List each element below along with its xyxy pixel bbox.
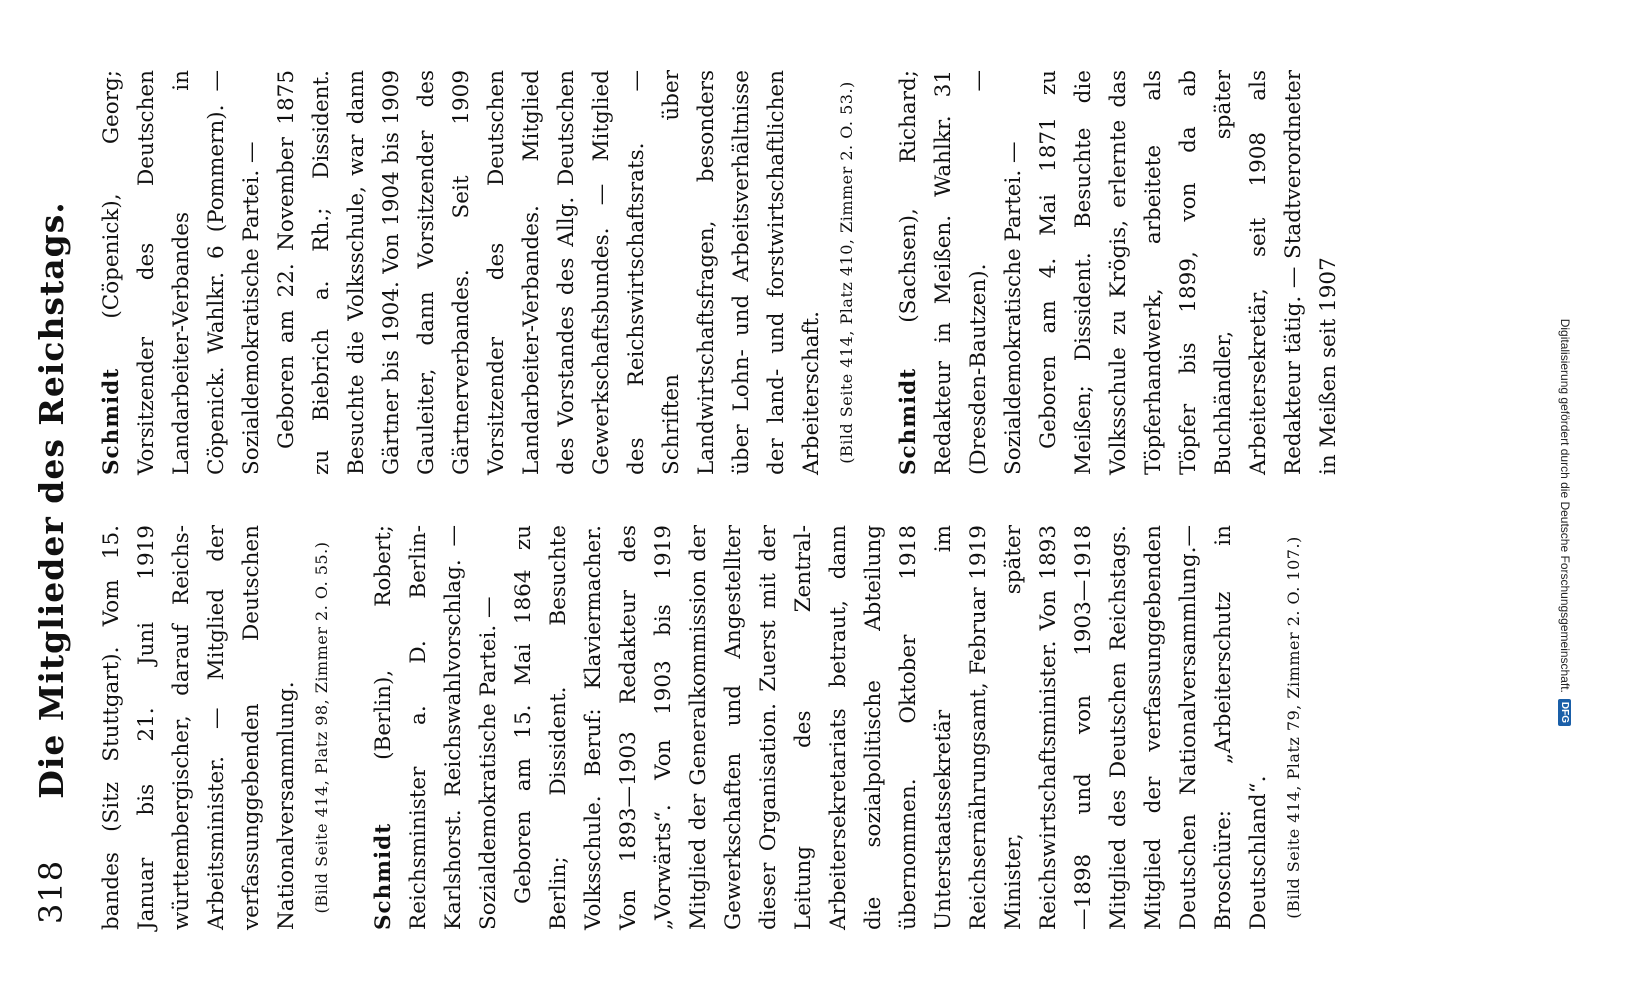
entry-schmidt-richard xyxy=(891,70,1346,475)
running-head xyxy=(18,70,80,930)
entry-continuation xyxy=(94,525,336,930)
entry-surname: Schmidt xyxy=(371,822,396,930)
seat-reference: (Bild Seite 414, Platz 98, Zimmer 2. O. 55.) xyxy=(312,541,331,914)
entry-text: bandes (Sitz Stuttgart). Vom 15. Januar bis 21. Juni 1919 württembergischer, darauf Reichs-Arbeitsminister. — Mitglied der verfassunggebenden Deutschen Nationalversammlung. xyxy=(99,525,299,930)
seat-reference: (Bild Seite 414, Platz 79, Zimmer 2. O. 107.) xyxy=(1284,536,1303,919)
entry-heading xyxy=(94,70,269,475)
entry-intro: (Sachsen), Richard; Redakteur in Meißen. Wahlkr. 31 (Dresden-Bautzen). — Sozialdemokratische Partei. — xyxy=(896,70,1026,475)
entry-heading xyxy=(891,70,1031,475)
left-column xyxy=(94,525,1376,930)
entry-biography: Geboren am 4. Mai 1871 zu Meißen; Dissident. Besuchte die Volksschule zu Krögis, erlernte das Töpferhandwerk, arbeitete als Töpfer bis 1899, von da ab Buchhändler, später Arbeitersekretär, seit 1908 als Redakteur tätig. — Stadtverordneter in Meißen seit 1907 xyxy=(1036,70,1341,475)
entry-schmidt-georg xyxy=(94,70,861,475)
seat-reference: (Bild Seite 414, Platz 410, Zimmer 2. O. 53.) xyxy=(837,81,856,464)
running-title: Die Mitglieder des Reichstags. xyxy=(32,201,71,799)
digitization-text: Digitalisierung gefördert durch die Deutsche Forschungsgemeinschaft. xyxy=(1558,318,1572,693)
entry-heading xyxy=(366,525,506,930)
entry-surname: Schmidt xyxy=(99,367,124,475)
page-number: 318 xyxy=(32,859,70,924)
text-columns xyxy=(94,70,1376,930)
right-column xyxy=(94,70,1376,475)
entry-biography: Geboren am 22. November 1875 zu Biebrich a. Rh.; Dissident. Besuchte die Volksschule, war dann Gärtner bis 1904. Von 1904 bis 1909 Gauleiter, dann Vorsitzender des Gärtnerverbandes. Seit 1909 Vorsitzender des Deutschen Landarbeiter-Verbandes. Mitglied des Vorstandes des Allg. Deutschen Gewerkschaftsbundes. — Mitglied des Reichswirtschaftsrats. — Schriften über Landwirtschaftsfragen, besonders über Lohn- und Arbeitsverhältnisse der land- und forstwirtschaftlichen Arbeiterschaft. xyxy=(274,70,824,475)
entry-schmidt-robert xyxy=(366,525,1308,930)
dfg-logo-icon: DFG xyxy=(1559,699,1572,726)
entry-biography: Geboren am 15. Mai 1864 zu Berlin; Dissident. Besuchte Volksschule. Beruf: Klaviermacher. Von 1893—1903 Redakteur des „Vorwärts“. Von 1903 bis 1919 Mitglied der Generalkommission der Gewerkschaften und Angestellter dieser Organisation. Zuerst mit der Leitung des Zentral-Arbeitersekretariats betraut, dann die sozialpolitische Abteilung übernommen. Oktober 1918 Unterstaatssekretär im Reichsernährungsamt, Februar 1919 Minister, später Reichswirtschaftsminister. Von 1893—1898 und von 1903—1918 Mitglied des Deutschen Reichstags. Mitglied der verfassunggebenden Deutschen Nationalversammlung.— Broschüre: „Arbeiterschutz in Deutschland“. xyxy=(511,525,1271,930)
entry-intro: (Cöpenick), Georg; Vorsitzender des Deutschen Landarbeiter-Verbandes in Cöpenick. Wahlkr. 6 (Pommern). — Sozialdemokratische Partei. — xyxy=(99,70,264,475)
entry-intro: (Berlin), Robert; Reichsminister a. D. Berlin-Karlshorst. Reichswahlvorschlag. — Sozialdemokratische Partei. — xyxy=(371,525,501,930)
digitization-credit xyxy=(1554,6,1576,726)
entry-surname: Schmidt xyxy=(896,367,921,475)
